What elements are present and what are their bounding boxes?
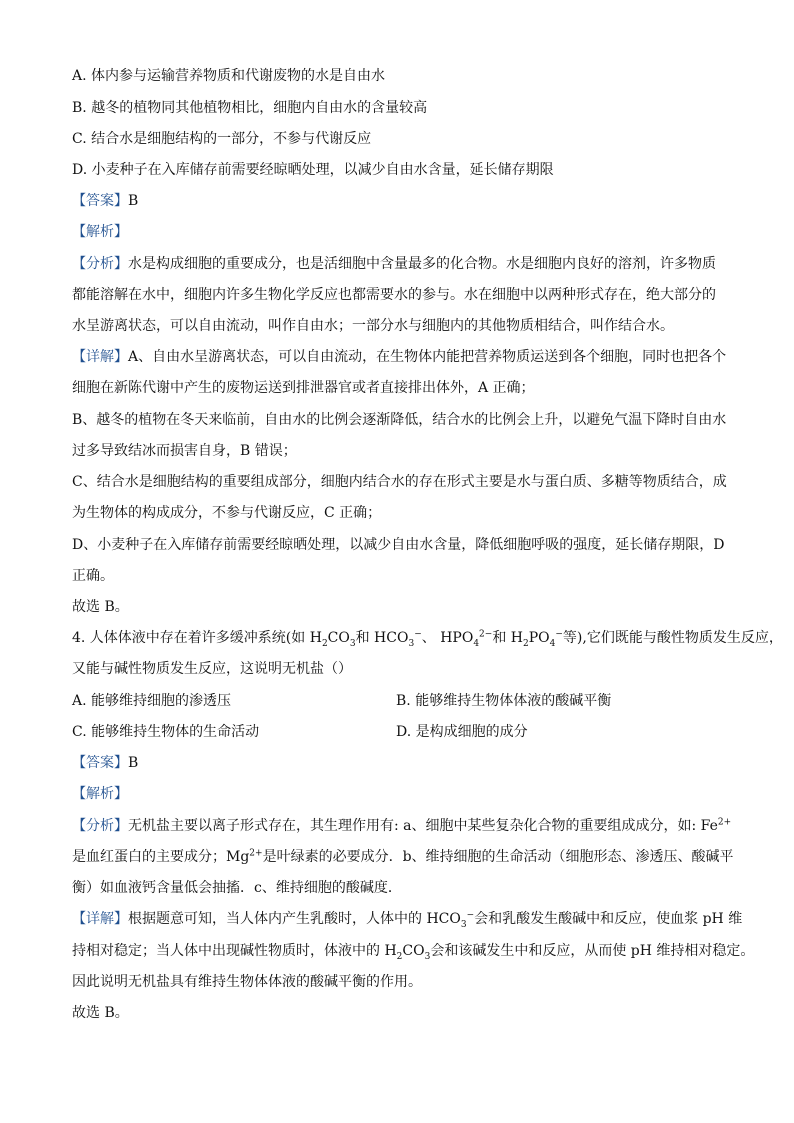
- q4-answer: [72, 753, 138, 773]
- answer-value: B: [128, 755, 139, 771]
- q4-fenxi-line: [72, 816, 731, 836]
- fenxi-tag: 【分析】: [72, 256, 128, 272]
- subscript: 2: [396, 951, 403, 962]
- xiangjie-text: CO: [402, 943, 425, 959]
- q3-analysis-tag: 【解析】: [72, 224, 128, 240]
- q4-conclusion: 故选 B。: [72, 1005, 129, 1021]
- q4-option-a: A. 能够维持细胞的渗透压: [72, 693, 232, 709]
- stem-text: 和 HCO: [355, 630, 409, 646]
- answer-value: B: [128, 193, 139, 209]
- answer-tag: 【答案】: [72, 193, 128, 209]
- subscript: 3: [408, 638, 415, 649]
- q3-option-d: D. 小麦种子在入库储存前需要经晾晒处理，以减少自由水含量，延长储存期限: [72, 162, 554, 178]
- q3-fenxi-line: [72, 254, 716, 274]
- q3-option-b: B. 越冬的植物同其他植物相比，细胞内自由水的含量较高: [72, 100, 428, 116]
- stem-text: 4. 人体体液中存在着许多缓冲系统(如 H: [72, 630, 322, 646]
- q3-option-a: A. 体内参与运输营养物质和代谢废物的水是自由水: [72, 68, 386, 84]
- superscript: 2+: [717, 817, 732, 828]
- subscript: 4: [549, 638, 556, 649]
- subscript: 3: [424, 951, 431, 962]
- q3-xiangjie-line: B、越冬的植物在冬天来临前，自由水的比例会逐渐降低，结合水的比例会上升，以避免气温下降时自由水: [72, 412, 727, 428]
- q3-xiangjie-line: D、小麦种子在入库储存前需要经晾晒处理，以减少自由水含量，降低细胞呼吸的强度，延长储存期限，D: [72, 537, 725, 553]
- q4-xiangjie-line: [72, 909, 742, 929]
- q4-stem-line-2: 又能与碱性物质发生反应，这说明无机盐（）: [72, 661, 352, 677]
- fenxi-text: 是血红蛋白的主要成分；Mg: [72, 849, 250, 865]
- q4-option-c: C. 能够维持生物体的生命活动: [72, 724, 260, 740]
- fenxi-tag: 【分析】: [72, 818, 128, 834]
- q3-xiangjie-line: 为生物体的构成成分，不参与代谢反应，C 正确；: [72, 505, 382, 521]
- q3-xiangjie-line: [72, 347, 726, 367]
- superscript: −: [555, 629, 563, 640]
- fenxi-text: 水是构成细胞的重要成分，也是活细胞中含量最多的化合物。水是细胞内良好的溶剂，许多物质: [128, 256, 716, 272]
- q3-xiangjie-line: C、结合水是细胞结构的重要组成部分，细胞内结合水的存在形式主要是水与蛋白质、多糖等物质结合，成: [72, 474, 727, 490]
- xiangjie-text: 会和该碱发生中和反应，从而使 pH 维持相对稳定。: [430, 943, 755, 959]
- xiangjie-tag: 【详解】: [72, 911, 128, 927]
- stem-text: CO: [327, 630, 350, 646]
- q4-stem-line-1: [72, 628, 783, 648]
- xiangjie-text: 持相对稳定；当人体中出现碱性物质时，体液中的 H: [72, 943, 397, 959]
- xiangjie-tag: 【详解】: [72, 349, 128, 365]
- subscript: 2: [523, 638, 529, 649]
- fenxi-text: 无机盐主要以离子形式存在，其生理作用有: a、细胞中某些复杂化合物的重要组成成分，如: Fe: [128, 818, 718, 834]
- stem-text: PO: [528, 630, 550, 646]
- answer-tag: 【答案】: [72, 755, 128, 771]
- superscript: 2+: [249, 848, 263, 859]
- q4-analysis-tag: 【解析】: [72, 786, 128, 802]
- superscript: −: [414, 629, 422, 640]
- q4-xiangjie-line: [72, 941, 754, 961]
- q3-xiangjie-line: 细胞在新陈代谢中产生的废物运送到排泄器官或者直接排出体外，A 正确；: [72, 380, 535, 396]
- q3-xiangjie-line: 正确。: [72, 568, 114, 584]
- q3-answer: [72, 191, 138, 211]
- q3-xiangjie-line: 过多导致结冰而损害自身，B 错误；: [72, 443, 297, 459]
- q4-fenxi-line: [72, 847, 734, 867]
- stem-text: 等),它们既能与酸性物质发生反应，: [562, 630, 783, 646]
- subscript: 3: [460, 919, 467, 930]
- q3-fenxi-line: 水呈游离状态，可以自由流动，叫作自由水；一部分水与细胞内的其他物质相结合，叫作结合水。: [72, 318, 674, 334]
- fenxi-text: 是叶绿素的必要成分．b、维持细胞的生命活动（细胞形态、渗透压、酸碱平: [262, 849, 734, 865]
- xiangjie-text: 根据题意可知，当人体内产生乳酸时，人体中的 HCO: [128, 911, 461, 927]
- xiangjie-text: 会和乳酸发生酸碱中和反应，使血浆 pH 维: [474, 911, 743, 927]
- q4-xiangjie-line: 因此说明无机盐具有维持生物体体液的酸碱平衡的作用。: [72, 974, 422, 990]
- superscript: −: [466, 910, 475, 921]
- subscript: 4: [473, 638, 480, 649]
- subscript: 2: [321, 638, 328, 649]
- q4-fenxi-line: 衡）如血液钙含量低会抽搐．c、维持细胞的酸碱度．: [72, 880, 402, 896]
- stem-text: 、 HPO: [421, 630, 474, 646]
- superscript: 2−: [479, 629, 493, 640]
- subscript: 3: [349, 638, 356, 649]
- q4-option-d: D. 是构成细胞的成分: [396, 724, 528, 740]
- q3-option-c: C. 结合水是细胞结构的一部分，不参与代谢反应: [72, 131, 372, 147]
- q3-fenxi-line: 都能溶解在水中，细胞内许多生物化学反应也都需要水的参与。水在细胞中以两种形式存在，绝大部分的: [72, 287, 716, 303]
- stem-text: 和 H: [492, 630, 523, 646]
- q3-conclusion: 故选 B。: [72, 599, 129, 615]
- q4-option-b: B. 能够维持生物体体液的酸碱平衡: [396, 693, 612, 709]
- xiangjie-text: A、自由水呈游离状态，可以自由流动，在生物体内能把营养物质运送到各个细胞，同时也把各个: [128, 349, 727, 365]
